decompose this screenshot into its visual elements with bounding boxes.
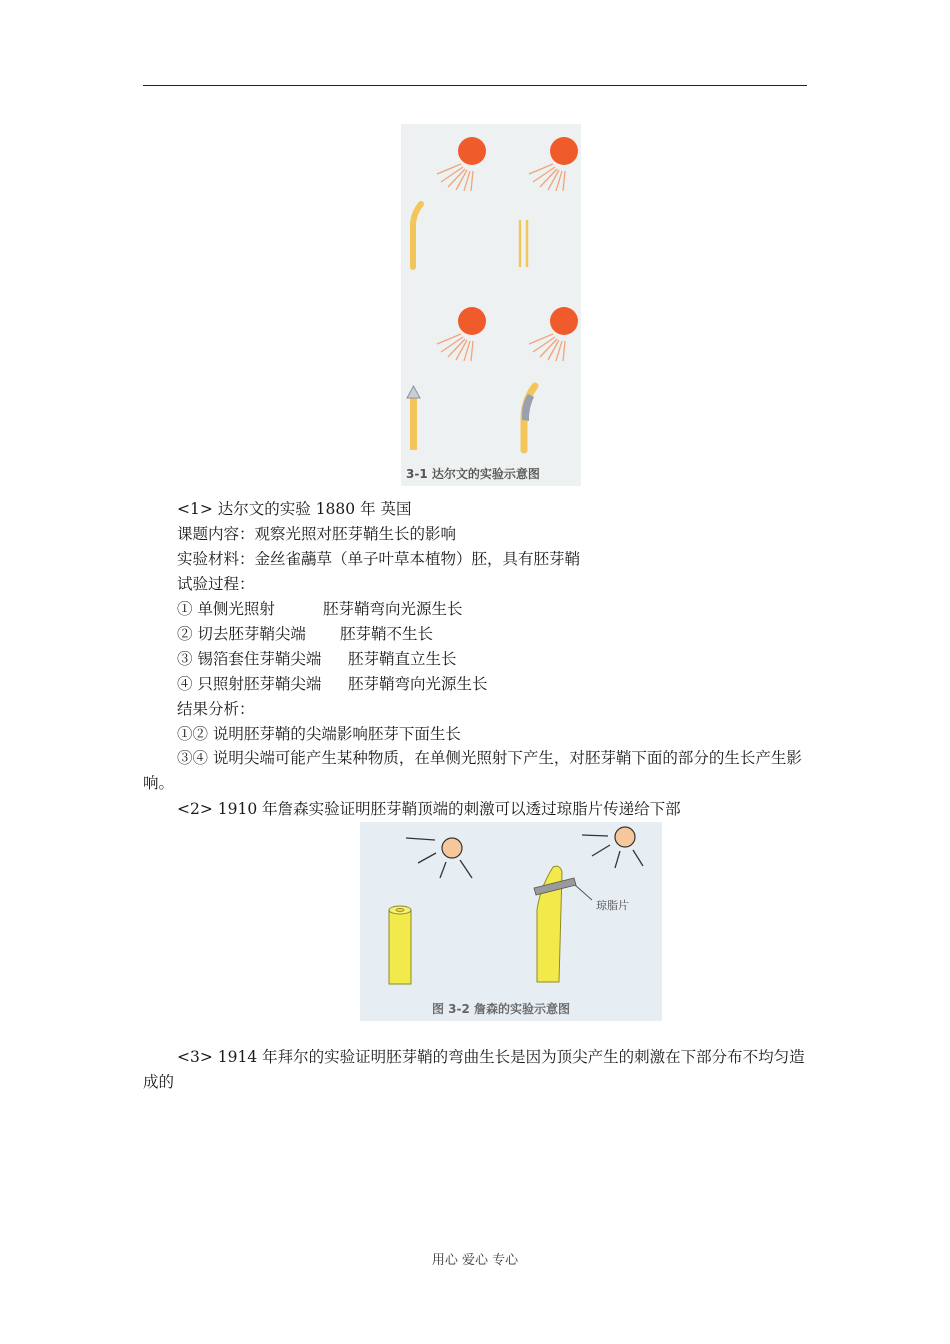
agar-label: 琼脂片	[596, 899, 629, 912]
step-3-result: 胚芽鞘直立生长	[348, 650, 457, 668]
step-4-label: ④ 只照射胚芽鞘尖端	[177, 675, 322, 693]
sun-icon	[437, 137, 486, 191]
foil-sleeve-coleoptile	[522, 386, 535, 450]
step-1-result: 胚芽鞘弯向光源生长	[323, 600, 463, 618]
darwin-experiment-figure	[401, 124, 581, 486]
sun-icon	[437, 307, 486, 361]
section3-heading: <3> 1914 年拜尔的实验证明胚芽鞘的弯曲生长是因为顶尖产生的刺激在下部分布不均匀造成的	[143, 1048, 805, 1091]
step-2-label: ② 切去胚芽鞘尖端	[177, 625, 306, 643]
section1-heading: <1> 达尔文的实验 1880 年 英国	[177, 500, 412, 518]
step-2-result: 胚芽鞘不生长	[340, 625, 434, 643]
step-3-label: ③ 锡箔套住芽鞘尖端	[177, 650, 322, 668]
agar-block-coleoptile	[534, 866, 592, 982]
section1-process-label: 试验过程：	[177, 575, 255, 593]
section1-analysis-2: ③④ 说明尖端可能产生某种物质，在单侧光照射下产生，对胚芽鞘下面的部分的生长产生影响。	[143, 749, 802, 792]
sun-icon	[406, 838, 472, 878]
page-footer: 用心 爱心 专心	[431, 1253, 519, 1268]
foil-capped-coleoptile	[407, 386, 420, 450]
step-4-result: 胚芽鞘弯向光源生长	[348, 675, 488, 693]
sun-icon	[529, 307, 578, 361]
bent-coleoptile	[413, 204, 421, 267]
section1-material: 实验材料：金丝雀虉草（单子叶草本植物）胚，具有胚芽鞘	[177, 550, 581, 568]
section1-topic: 课题内容：观察光照对胚芽鞘生长的影响	[177, 525, 457, 543]
sun-icon	[582, 827, 643, 868]
header-rule	[143, 85, 807, 86]
figure1-caption: 3-1 达尔文的实验示意图	[406, 467, 540, 481]
jensen-experiment-figure	[360, 822, 662, 1021]
figure2-caption: 图 3-2 詹森的实验示意图	[432, 1002, 571, 1016]
cut-coleoptile	[520, 220, 527, 267]
section2-heading: <2> 1910 年詹森实验证明胚芽鞘顶端的刺激可以透过琼脂片传递给下部	[177, 800, 681, 818]
step-1-label: ① 单侧光照射	[177, 600, 275, 618]
section1-analysis-label: 结果分析：	[177, 700, 255, 718]
sun-icon	[529, 137, 578, 191]
cut-coleoptile	[389, 906, 411, 984]
section1-analysis-1: ①② 说明胚芽鞘的尖端影响胚芽下面生长	[177, 725, 461, 743]
